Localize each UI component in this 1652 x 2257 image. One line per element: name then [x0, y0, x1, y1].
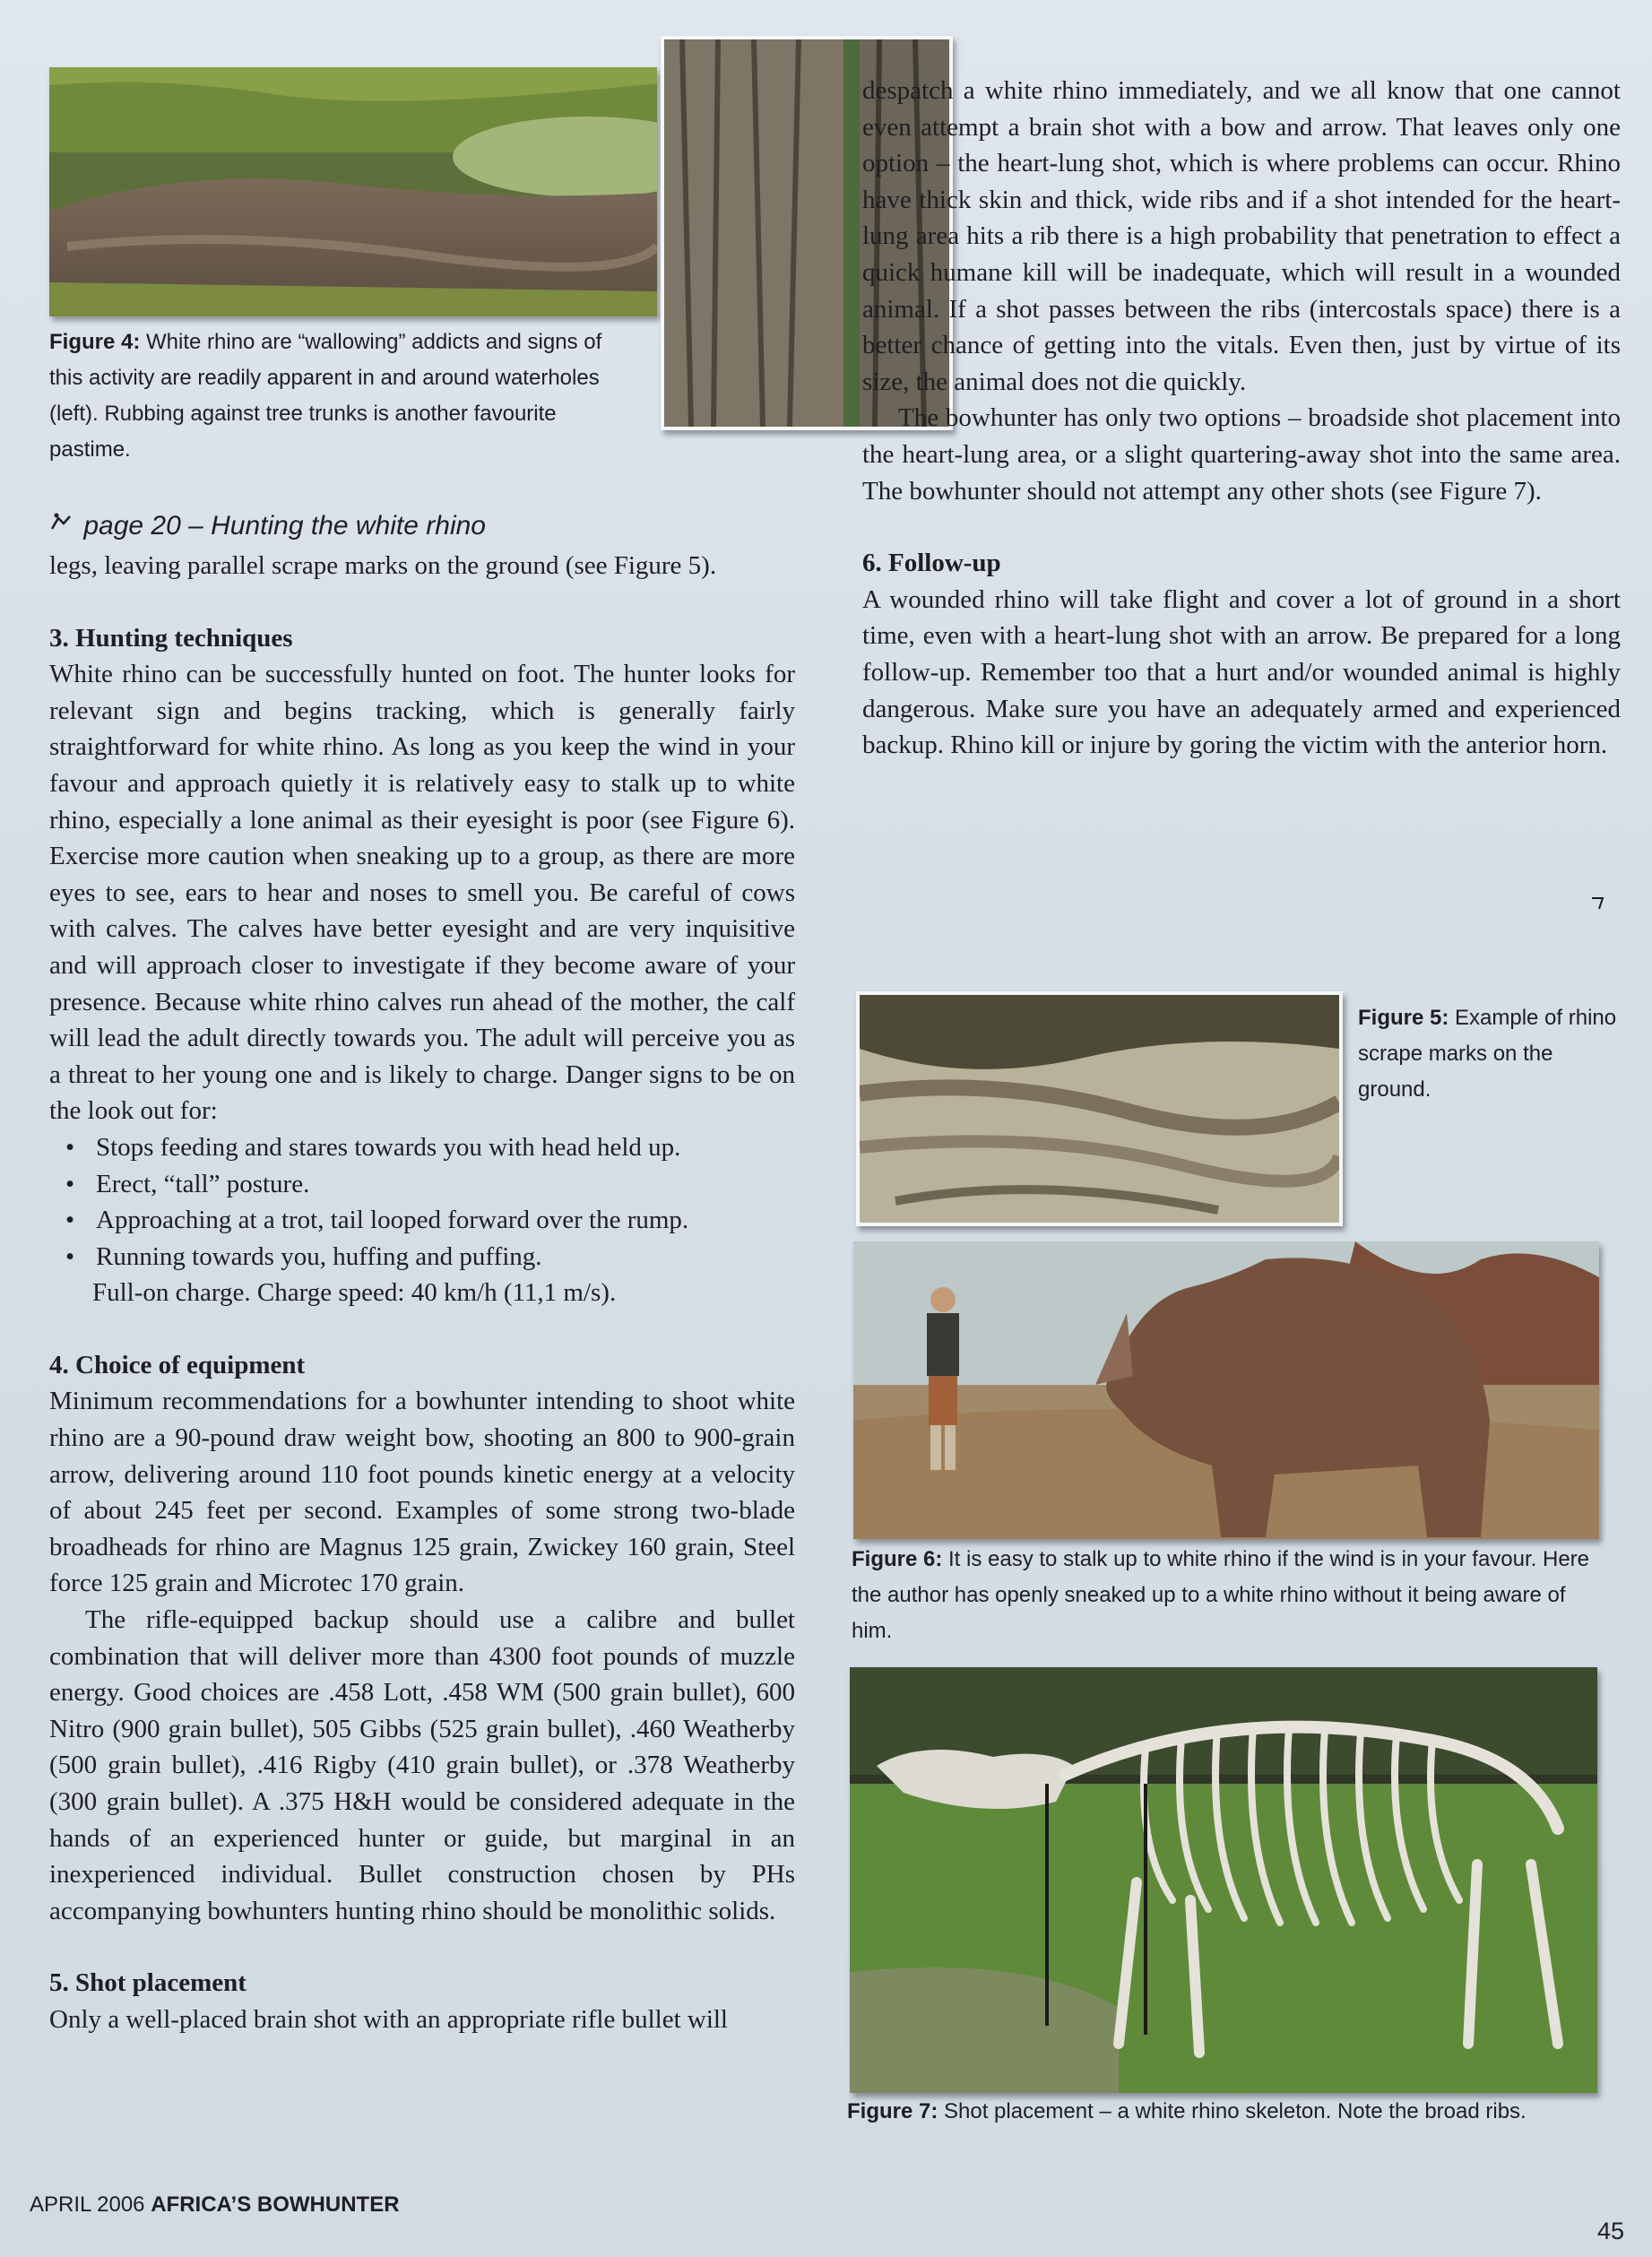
- figure5-caption-text: Example of rhino scrape marks on the ground.: [1358, 1006, 1617, 1102]
- running-head: [49, 511, 486, 541]
- figure4-label: Figure 4:: [49, 330, 141, 354]
- list-item: • Stops feeding and stares towards you with head held up.: [65, 1132, 681, 1162]
- section5-paragraph: Only a well-placed brain shot with an appropriate rifle bullet will: [49, 2004, 728, 2034]
- left-column: [49, 548, 795, 2038]
- figure5-scrape-marks-photo: [856, 991, 1343, 1226]
- continue-arrow-icon: [1588, 895, 1606, 917]
- page-number: 45: [1597, 2218, 1625, 2244]
- section3-heading: 3. Hunting techniques: [49, 623, 293, 653]
- figure6-author-rhino-photo: [853, 1241, 1599, 1539]
- right-paragraph1: despatch a white rhino immediately, and we all know that one cannot even attempt a brain shot with a bow and arrow. That leaves only one option – the heart-lung shot, which is where problems can occur. Rhino have thick skin and thick, wide ribs and if a shot intended for the heart-lung area hits a rib there is a high probability that penetration to effect a quick humane kill will be inadequate, which will result in a wounded animal. If a shot passes between the ribs (intercostals space) there is a better chance of getting into the vitals. Even then, just by virtue of its size, the animal does not die quickly.: [862, 76, 1621, 396]
- section6-paragraph: A wounded rhino will take flight and cover a lot of ground in a short time, even with a heart-lung shot with an arrow. Be prepared for a long follow-up. Remember too that a hurt and/or wounded animal is highly dangerous. Make sure you have an adequately armed and experienced backup. Rhino kill or injure by goring the victim with the anterior horn.: [862, 584, 1621, 760]
- figure4-caption: [49, 324, 641, 468]
- figure6-label: Figure 6:: [852, 1547, 943, 1571]
- section4-heading: 4. Choice of equipment: [49, 1350, 306, 1379]
- figure7-label: Figure 7:: [847, 2099, 938, 2123]
- figure7-caption-text: Shot placement – a white rhino skeleton. Note the broad ribs.: [938, 2099, 1527, 2123]
- section4-paragraph1: Minimum recommendations for a bowhunter intending to shoot white rhino are a 90-pound draw weight bow, shooting an 800 to 900-grain arrow, delivering around 110 foot pounds kinetic energy at a velocity of about 245 feet per second. Examples of some strong two-blade broadheads for rhino are Magnus 125 grain, Zwickey 160 grain, Steel force 125 grain and Microtec 170 grain.: [49, 1387, 795, 1598]
- section3-paragraph: White rhino can be successfully hunted on foot. The hunter looks for relevant sign and begins tracking, which is generally fairly straightforward for white rhino. As long as you keep the wind in your favour and approach quietly it is relatively easy to stalk up to white rhino, especially a lone animal as their eyesight is poor (see Figure 6). Exercise more caution when sneaking up to a group, as there are more eyes to see, ears to hear and noses to smell you. Be careful of cows with calves. The calves have better eyesight and are very inquisitive and will approach closer to investigate if they become aware of your presence. Because white rhino calves run ahead of the mother, the calf will lead the adult directly towards you. The adult will perceive you as a threat to her young one and is likely to charge. Danger signs to be on the look out for:: [49, 660, 795, 1126]
- section5-heading: 5. Shot placement: [49, 1968, 247, 1998]
- footer: [30, 2192, 400, 2218]
- figure5-label: Figure 5:: [1358, 1006, 1449, 1030]
- figure7-caption: [847, 2094, 1600, 2130]
- figure5-caption: [1358, 1000, 1618, 1108]
- right-column: [862, 73, 1621, 764]
- continuation-paragraph: legs, leaving parallel scrape marks on the ground (see Figure 5).: [49, 551, 717, 580]
- section6-heading: 6. Follow-up: [862, 549, 1001, 578]
- running-head-text: page 20 – Hunting the white rhino: [83, 511, 486, 540]
- figure4-caption-text: White rhino are “wallowing” addicts and signs of this activity are readily apparent in and around waterholes (left). Rubbing against tree trunks is another favourite pastime.: [49, 330, 602, 462]
- list-item-extra: Full-on charge. Charge speed: 40 km/h (11,1 m/s).: [92, 1278, 617, 1308]
- footer-magazine: AFRICA’S BOWHUNTER: [151, 2192, 400, 2217]
- list-item: • Running towards you, huffing and puffing.: [65, 1241, 542, 1271]
- right-paragraph2: The bowhunter has only two options – broadside shot placement into the heart-lung area, or a slight quartering-away shot into the same area. The bowhunter should not attempt any other shots (see Figure 7).: [862, 403, 1621, 506]
- figure6-caption-text: It is easy to stalk up to white rhino if the wind is in your favour. Here the author has openly sneaked up to a white rhino without it being aware of him.: [852, 1547, 1590, 1643]
- section4-paragraph2: The rifle-equipped backup should use a calibre and bullet combination that will deliver more than 4300 foot pounds of muzzle energy. Good choices are .458 Lott, .458 WM (500 grain bullet), 600 Nitro (900 grain bullet), 505 Gibbs (525 grain bullet), .460 Weatherby (500 grain bullet), .416 Rigby (410 grain bullet), or .378 Weatherby (300 grain bullet). A .375 H&H would be considered adequate in the hands of an experienced hunter or guide, but marginal in an inexperienced individual. Bullet construction chosen by PHs accompanying bowhunters hunting rhino should be monolithic solids.: [49, 1605, 795, 1925]
- danger-signs-list: [49, 1129, 795, 1311]
- list-item: • Erect, “tall” posture.: [65, 1169, 310, 1198]
- figure7-rhino-skeleton-photo: [850, 1667, 1597, 2093]
- list-item: • Approaching at a trot, tail looped forward over the rump.: [65, 1206, 689, 1235]
- figure4-wallow-photo: [49, 67, 657, 316]
- footer-date: APRIL 2006: [30, 2192, 145, 2217]
- figure6-caption: [852, 1542, 1604, 1649]
- bowhunter-glyph-icon: [49, 511, 76, 541]
